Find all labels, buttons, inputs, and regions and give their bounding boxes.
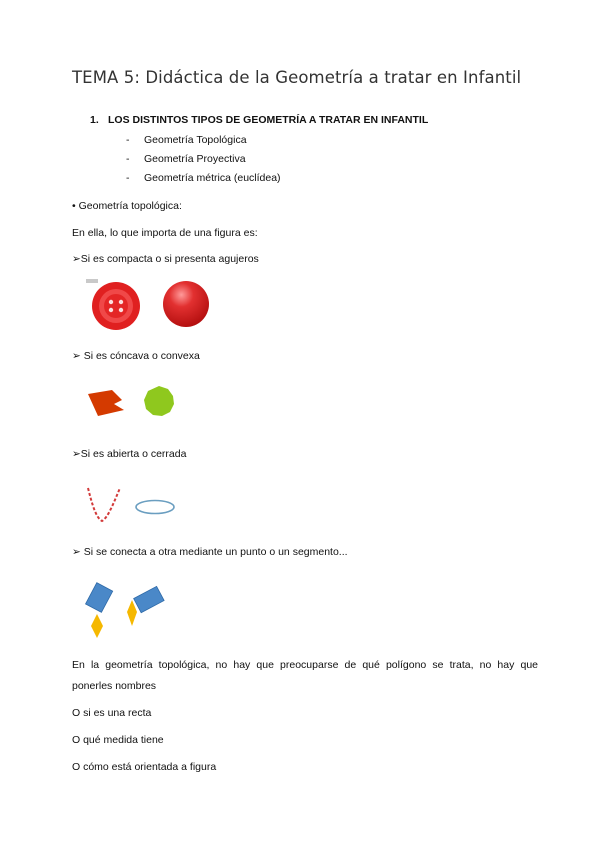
section-number: 1. bbox=[90, 114, 99, 126]
paragraph-line-1: En la geometría topológica, no hay que preocuparse de qué polígono se trata, no hay que bbox=[72, 659, 538, 671]
connection-point-image bbox=[82, 580, 118, 640]
convex-shape bbox=[143, 385, 175, 417]
intro-text: En ella, lo que importa de una figura es: bbox=[72, 227, 258, 239]
page-title: TEMA 5: Didáctica de la Geometría a tratar en Infantil bbox=[72, 68, 522, 87]
list-item bbox=[126, 153, 246, 165]
list-dash: - bbox=[126, 172, 130, 184]
criterion-holes: ➢Si es compacta o si presenta agujeros bbox=[72, 253, 259, 265]
red-ball-image bbox=[162, 279, 212, 331]
connection-segment-image bbox=[122, 586, 166, 630]
topologica-heading: • Geometría topológica: bbox=[72, 200, 182, 212]
open-curve bbox=[86, 486, 122, 524]
list-item bbox=[126, 172, 281, 184]
list-item-label: Geometría Topológica bbox=[144, 134, 247, 146]
closed-curve bbox=[134, 498, 176, 516]
closing-line: O si es una recta bbox=[72, 707, 152, 719]
list-item-label: Geometría métrica (euclídea) bbox=[144, 172, 281, 184]
criterion-open-closed: ➢Si es abierta o cerrada bbox=[72, 448, 187, 460]
closing-line: O qué medida tiene bbox=[72, 734, 164, 746]
list-item-label: Geometría Proyectiva bbox=[144, 153, 246, 165]
paragraph-line-2: ponerles nombres bbox=[72, 680, 157, 692]
list-item bbox=[126, 134, 247, 146]
list-dash: - bbox=[126, 153, 130, 165]
section-heading bbox=[90, 114, 428, 126]
concave-shape bbox=[88, 390, 126, 416]
criterion-concave: ➢ Si es cóncava o convexa bbox=[72, 350, 200, 362]
list-dash: - bbox=[126, 134, 130, 146]
criterion-connection: ➢ Si se conecta a otra mediante un punto o un segmento... bbox=[72, 546, 348, 558]
section-heading-text: LOS DISTINTOS TIPOS DE GEOMETRÍA A TRATAR EN INFANTIL bbox=[108, 114, 429, 126]
red-button-image bbox=[84, 277, 144, 333]
closing-line: O cómo está orientada a figura bbox=[72, 761, 217, 773]
